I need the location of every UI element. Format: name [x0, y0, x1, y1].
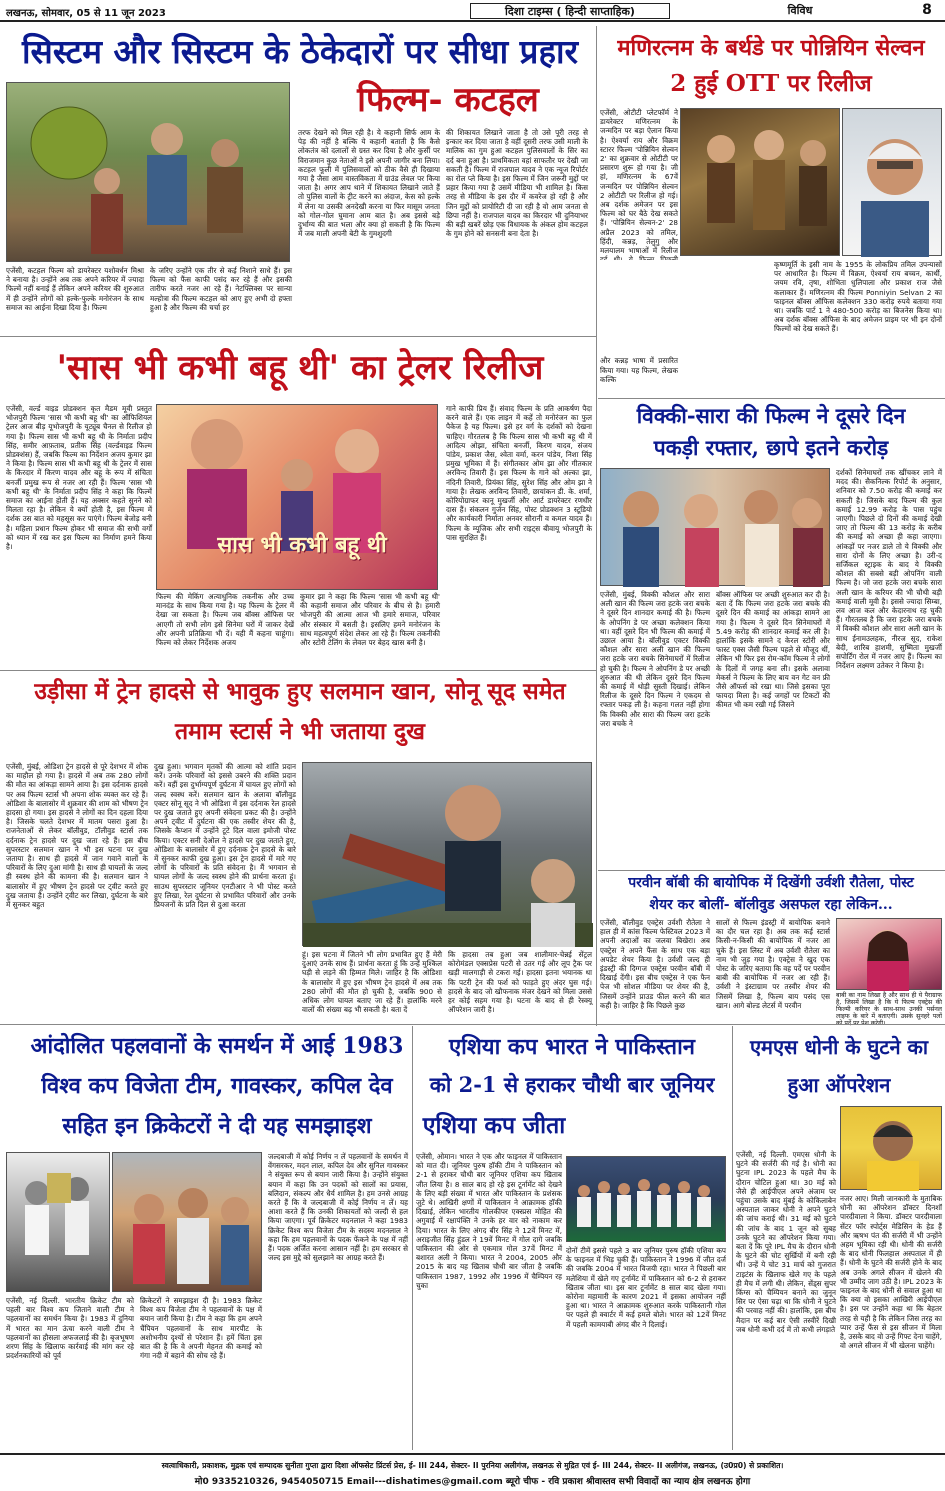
wrestlers-subheadline-2: सहित इन क्रिकेटरों ने दी यह समझाइश — [62, 1113, 372, 1139]
saas-col-4: गाने काफी प्रिय हैं। संवाद फिल्म के प्रति आकर्षण पैदा करने वाले हैं। एक लाइन में कहें तो मनोरंजन का फुल पैकेज है यह फिल्म। इसे हर वर्ग के दर्शकों को देखना चाहिए। गौरतलब है कि फिल्म सास भी कभी बहू थी में आदित्य ओझा, संचिता बनर्जी, किरण यादव, संजय पांडेय, प्रकाश जैस, श्वेता वर्मा, करन पांडेय, निशा सिंह प्रमुख भूमिका में हैं। संगीतकार ओम झा और गीतकार अरविन्द तिवारी हैं। इस फिल्म के गाने को अल्का झा, नंदिनी तिवारी, प्रियंका सिंह, सुरेश सिंह और ओम झा ने गाया है। लेखक अरविन्द तिवारी, छायांकन डी. के. शर्मा, कोरियोग्राफर कानू मुखर्जी और आर्ट डायरेक्टर रणधीर दास हैं। संकलन गुर्जन सिंह, पोस्ट प्रोडक्शन 3 स्टूडियो और कार्यकारी निर्माता अनवर सौरानी व कमल यादव हैं। फिल्म के म्यूजिक और सभी राइट्स बीवायू भोजपुरी के पास सुरक्षित हैं। — [446, 404, 592, 542]
train-col-1: एजेंसी, मुंबई, ओडिशा ट्रेन हादसे से पूरे देशभर में शोक का माहौल हो गया है। हादसे में अब तक 280 लोगों की मौत का आंकड़ा सामने आया है। इस दर्दनाक हादसे पर अब फिल्म स्टार्स भी अपना शोक व्यक्त कर रहे हैं। ओडिशा के बालासोर में शुक्रवार की शाम को भीषण ट्रेन हादसा हो गया। इस हादसे ने लोगों का दिन दहला दिया है। जिसके चलते देशभर में मातम पसरा हुआ है। राजनेताओं से लेकर बॉलीवुड, टॉलीवुड स्टार्स तक दर्दनाक ट्रेन हादसे पर दुख जता रहे हैं। इस बीच सुपरस्टार सलमान खान ने भी इस घटना पर दुख जताया है। साथ ही हादसे में जान गवाने वालों के परिवारों के लिए दुआ मांगी है। साथ ही घायलों के जल्द ही स्वस्थ होने की कामना की है। सलमान खान ने बालासोर में हुए भीषण ट्रेन हादसे पर ट्वीट करते हुए दुख जताया है। उन्होंने ट्वीट कर लिखा, दुर्घटना के बारे में सुनकर बहुत — [6, 762, 148, 910]
wrestlers-photo-art — [113, 1153, 263, 1293]
dhoni-col-2: नजर आए। मिली जानकारी के मुताबिक धोनी का ऑपरेशन डॉक्टर दिनशॉ पारदीवाला ने किया. डॉक्टर पारदीवाला सेंटर फॉर स्पोर्ट्स मेडिसिन के हेड हैं और ऋषभ पंत की सर्जरी में भी उन्होंने अहम भूमिका रही थी। धोनी की सर्जरी के बाद धोनी फिलहाल अस्पताल में ही हैं। धोनी के घुटने की सर्जरी होने के बाद अब उनके अगले सीजन में खेलने की भी उम्मीद जाग उठी है। IPL 2023 के फाइनल के बाद धोनी से सवाल हुआ था कि क्या वो इसका आखिरी आईपीएल है। इस पर उन्होंने कहा था कि बेहतर तरह से यही है कि लेकिन जिस तरह का प्यार उन्हें फैंस से इस सीजन में मिला है, उसके बाद वो उन्हें गिफ्ट देना चाहेंगे, वो अगले सीजन में भी खेलना चाहेंगे। — [840, 1194, 942, 1351]
dhoni-col-1: एजेंसी, नई दिल्ली. एमएस धोनी के घुटने की सर्जरी की गई है। धोनी का घुटना IPL 2023 के पहले मैच के दौरान चोटिल हुआ था। 30 मई को जैसे ही आईपीएल अपने अंजाम पर पहुंचा उसके बाद मुंबई के कोकिलाबेन अस्पताल जाकर धोनी ने अपने घुटने की जांच कराई थी। 31 मई को घुटने की जांच के बाद 1 जून को सुबह उनके घुटने का ऑपरेशन किया गया। बता दें कि पूरे IPL मैच के दौरान धोनी के घुटने की चोट सुर्खियों में बनी रही थी। उन्हें ये चोट 31 मार्च को गुजरात टाइटंस के खिलाफ खेले गए के पहले ही मैच में लगी थी। लेकिन, सेंड्स सुपर किंग्स को चैम्पियन बनाने का जुनून सिर पर ऐसा चढ़ा था कि धोनी ने घुटने की परवाह नहीं की। हालांकि, इस बीच मैदान पर कई बार ऐसी तस्वीरें दिखी जब धोनी कभी दर्द में तो कभी लंगड़ाते — [736, 1150, 836, 1334]
paper-name: दिशा टाइम्स ( हिन्दी साप्ताहिक) — [470, 3, 670, 19]
saas-col-1: एजेंसी, वर्ल्ड वाइड प्रोडक्शन कृत मैडम मूवी प्रस्तुत भोजपुरी फिल्म 'सास भी कभी बहू थी' का ऑफिशियल ट्रेलर आज बीड़ यूभोजपुरी के यूट्यूब चैनल से रिलीज हो गया है। फिल्म सास भी कभी बहू थी के निर्माता प्रदीप सिंह, समीर आफ़ताब, प्रतीक सिंह (वर्ल्डवाइड फिल्म प्रोडक्शंस) हैं, जबकि फिल्म का निर्देशन अजय कुमार झा ने किया है। फिल्म सास भी कभी बहू थी के ट्रेलर में सास के किरदार में किरण यादव और बहू के रूप में संचिता बनर्जी प्रमुख रूप से नजर आ रही हैं। फिल्म 'सास भी कभी बहू थी' के निर्माता प्रदीप सिंह ने कहा कि फिल्में समाज का आईना होती हैं। यह अक्सर कहते सुनने को मिलता रहा है। लेकिन ये क्यों होती है, इस फिल्म में दर्शक उस बात को महसूस कर पाएंगे। फिल्म बेजोड़ बनी है। महिला प्रधान फिल्म होकर भी समाज की सभी वर्गों को ध्यान में रख कर इस फिल्म का निर्माण हमने किया है। — [6, 404, 152, 552]
ponniyin-poster-art — [681, 109, 841, 257]
maniratnam-photo-art — [843, 109, 943, 257]
kathal-subheadline: फिल्म- कटहल — [357, 80, 539, 120]
urvashi-photo — [836, 918, 942, 990]
hockey-headline: एशिया कप भारत ने पाकिस्तान — [448, 1034, 696, 1060]
saas-headline: 'सास भी कभी बहू थी' का ट्रेलर रिलीज — [56, 348, 544, 388]
divider — [596, 26, 597, 398]
page-number: 8 — [922, 2, 932, 18]
saas-poster-title: सास भी कभी बहू थी — [217, 532, 387, 558]
kathal-headline: सिस्टम और सिस्टम के ठेकेदारों पर सीधा प्रहार — [21, 32, 579, 71]
hockey-team-photo — [566, 1156, 726, 1242]
vicky-sara-photo — [600, 468, 830, 586]
dhoni-headline: एमएस धोनी के घुटने का — [749, 1035, 929, 1059]
hockey-photo-art — [567, 1157, 727, 1243]
divider — [598, 870, 945, 871]
urvashi-col-2: सालों से फिल्म इंडस्ट्री में बायोपिक बनाने का दौर चल रहा है। अब तक कई स्टार्स किसी-न-किसी की बायोपिक में नजर आ चुके हैं। इस लिस्ट में अब उर्वशी रौतेला का नाम भी जुड़ गया है। एक्ट्रेस ने खुद एक पोस्ट के जरिए बताया कि वह पर्दे पर परवीन बाबी की बायोपिक में नजर आ रही हैं। उर्वशी ने इंस्टाग्राम पर तस्वीर शेयर की जिसमें लिखा है, फिल्म बाय पसंद एस खान। आगे बोल्ड लेटर्स में परवीन — [716, 918, 830, 1010]
vicky-sara-art — [601, 469, 831, 587]
divider — [596, 398, 597, 1026]
urvashi-headline: परवीन बॉबी की बायोपिक में दिखेंगी उर्वशी रौतेला, पोस्ट — [628, 875, 914, 891]
divider — [0, 1024, 945, 1025]
vicky-col-3: दर्शकों सिनेमाघरों तक खींचकर लाने में मदद की। सैकनिल्क रिपोर्ट के अनुसार, शनिवार को 7.50 करोड़ की कमाई कर सकती है। जिसके बाद फिल्म की कुल कमाई 12.99 करोड़ के पास पहुंच जाएगी। पिछले दो दिनों की कमाई देखी जाए तो फिल्म की 13 करोड़ के करीब की कमाई को अच्छा ही कहा जाएगा। आंकड़ों पर नजर डाले तो ये विक्की और सारा दोनों के लिए अच्छा है। उरी-द सर्जिकल स्ट्राइक के बाद ये विक्की कौशल की सबसे बड़ी ओपनिंग वाली फिल्म है। जो जरा हटके जरा बचके सारा अली खान के करियर की भी चौथी बड़ी कमाई वाली मूवी है। इससे ज्यादा सिम्बा, लव आज कल और केदारनाथ रह चुकी हैं। गौरतलब है कि जरा हटके जरा बचके में विक्की कौशल और सारा अली खान के साथ ईनामउलहक, नीरज सूद, राकेश बेदी, शारिब हाशमी, सुष्मिता मुखर्जी सपोर्टिंग रोल में नजर आए हैं। फिल्म का निर्देशन लक्ष्मण उतेकर ने किया है। — [836, 468, 942, 671]
kathal-still-photo — [6, 82, 290, 262]
divider — [598, 398, 945, 399]
dhoni-subheadline: हुआ ऑपरेशन — [787, 1073, 891, 1097]
wrestlers-headline: आंदोलित पहलवानों के समर्थन में आई 1983 — [30, 1033, 404, 1059]
imprint-footer — [0, 1453, 945, 1491]
ponniyin-poster-photo — [680, 108, 840, 256]
kathal-col-4: की शिकायत लिखाने जाता है तो उसे पूरी तरह से इन्कार कर दिया जाता है वहीं दूसरी तरफ उसी माली के मालिक का गुम हुआ कटहल पुलिसवालों के सिर का दर्द बना हुआ है। प्राथमिकता वहां साफतौर पर देखी जा सकती है। फिल्म में राजपाल यादव ने एक न्यूज रिपोर्टर का रोल प्ले किया है। इस फिल्म में जिन जरूरी मुद्दों पर प्रहार किया गया है उसमें मीडिया भी शामिल है। किस तरह से मीडिया के इस दौर में कवरेज हो रही है और जिन मुद्दों को प्रायोरिटी दी जा रही है वो आम जनता से छिपा नहीं है। राजपाल यादव का किरदार भी दुनियाभर की बड़ी खबरें छोड़ एक विधायक के अंकल होम कटहल के गुम होने को सनसनी बना देता है। — [446, 128, 588, 239]
hockey-col-2: दोनों टीमें इससे पहले 3 बार जूनियर पुरुष हॉकी एशिया कप के फाइनल में भिड़ चुकी हैं। पाकिस्तान ने 1996 में जीत दर्ज की जबकि 2004 में भारत विजयी रहा। भारत ने पिछली बार मलेशिया में खेले गए टूर्नामेंट में पाकिस्तान को 6-2 से हराकर खिताब जीता था। इस बार टूर्नामेंट 8 साल बाद खेला गया। कोरोना महामारी के कारण 2021 में इसका आयोजन नहीं हुआ था। भारत ने आक्रामक शुरुआत करके पाकिस्तानी गोल पर पहले ही क्वार्टर में कई हमले बोले। भारत को 12वें मिनट में पहली कामयाबी अंगद बीर ने दिलाई। — [566, 1246, 726, 1329]
wrestlers-col-3: जल्दबाजी में कोई निर्णय न लें पहलवानों के समर्थन में वेंगसरकर, मदन लाल, कपिल देव और सुनिल गावस्कर ने संयुक्त रूप से बयान जारी किया है। उन्होंने संयुक्त बयान में कहा कि उन पदकों को सालों का प्रयास, बलिदान, संकल्प और धैर्य शामिल है। हम उनसे आग्रह करते हैं कि वे जल्दबाजी में कोई निर्णय न लें। यह आशा करते हैं कि उनकी शिकायतों को जल्दी से हल किया जाएगा। पूर्व क्रिकेटर मदनलाल ने कहा 1983 क्रिकेट विश्व कप विजेता टीम के सदस्य मदनलाल ने कहा कि हम पहलवानों के पदक फेंकने के पक्ष में नहीं हैं। पदक अर्जित करना आसान नहीं है। हम सरकार से जल्द इस मुद्दे को सुलझाने का आग्रह करते हैं। — [268, 1152, 408, 1263]
wrestlers-protest-photo — [112, 1152, 262, 1292]
urvashi-col-1: एजेंसी, बॉलीवुड एक्ट्रेस उर्वशी रौतेला ने हाल ही में कांस फिल्म फेस्टिवल 2023 में अपनी अदाओं का जलवा बिखेरा। अब एक्ट्रेस ने अपने फैंस के साथ एक बड़ा अपडेट शेयर किया है। उर्वशी जल्द ही इंडस्ट्री की दिग्गज एक्ट्रेस परवीन बॉबी में दिखाई देंगी। इस बीच एक्ट्रेस ने एक फैन पेज भी सोशल मीडिया पर शेयर की है, जिसमें उन्होंने प्राउड फील करने की बात कही है। जाहिर है कि पिछले कुछ — [600, 918, 710, 1010]
cricket-photo-art — [7, 1153, 111, 1293]
wrestlers-subheadline: विश्व कप विजेता टीम, गावस्कर, कपिल देव — [41, 1073, 393, 1099]
ponniyin-col-2: कृष्णमूर्ति के इसी नाम के 1955 के लोकप्रिय तमिल उपन्यासों पर आधारित है। फिल्म में विक्रम, ऐश्वर्या राय बच्चन, कार्थी, जयम रवि, तृषा, शोभिता धुलिपाला और प्रकाश राज जैसे कलाकार हैं। मणिरत्नम की फिल्म Ponniyin Selvan 2 का फाइनल बॉक्स ऑफिस कलेक्शन 330 करोड़ रुपये बताया गया था। जबकि पार्ट 1 ने 480-500 करोड़ का बिजनेस किया था। अब दर्शक बॉक्स ऑफिस के बाद अमेजन प्राइम पर भी इन दोनों फिल्मों को देख सकते हैं। — [774, 260, 942, 334]
saas-col-3: कुमार झा ने कहा कि फिल्म 'सास भी कभी बहू थी' की कहानी समाज और परिवार के बीच से है। हमारी भोजपुरी की आत्मा आज भी हमारे समाज, परिवार और संस्कार में बसती है। इसलिए हमने मनोरंजन के साथ महत्वपूर्ण संदेश लेकर आ रहे हैं। फिल्म तकनीकी और स्टोरी टेलिंग के लेवल पर बेहद खास बनी है। — [300, 592, 440, 648]
hockey-subheadline: को 2-1 से हराकर चौथी बार जूनियर — [429, 1072, 715, 1097]
vicky-col-2: बॉक्स ऑफिस पर अच्छी शुरुआत कर दी है। बता दें कि फिल्म जरा हटके जरा बचके की दूसरे दिन की कमाई का आंकड़ा सामने आ गया है। फिल्म ने दूसरे दिन सिनेमाघरों में 5.49 करोड़ की शानदार कमाई कर ली है। हालांकि इसके सामने द केरल स्टोरी और फास्ट एक्स जैसी फिल्म पहले से मौजूद थीं, लेकिन भी फिर इस रोम-कॉम फिल्म ने लोगों के दिलों में जगह बना ली। इसके अलावा मेकर्स ने फिल्म के लिए बाय वन गेट वन फ्री जैसे ऑफर्स को रखा था। जिसे इसका पूरा फायदा मिला है। कई जगहों पर टिकटों की कीमत भी कम रखी गई जिसने — [716, 590, 830, 710]
wrestlers-col-2: क्रिकेटरों ने समझाइश दी है। 1983 क्रिकेट विश्व कप विजेता टीम ने पहलवानों के पक्ष में बयान जारी किया है। टीम ने कहा कि हम अपने चैंपियन पहलवानों के साथ मारपीट के अशोभनीय दृश्यों से परेशान हैं। हमें चिंता इस बात की है कि वे अपनी मेहनत की कमाई को गंगा नदी में बहाने की सोच रहे हैं। — [140, 1296, 262, 1361]
train-headline: उड़ीसा में ट्रेन हादसे से भावुक हुए सलमान खान, सोनू सूद समेत — [34, 678, 566, 705]
ponniyin-col-1b — [600, 260, 770, 356]
hockey-col-1: एजेंसी, ओमान। भारत ने एक और फाइनल में पाकिस्तान को मात दी। जूनियर पुरुष हॉकी टीम ने पाकिस्तान को 2-1 से हराकर चौथी बार जूनियर एशिया कप खिताब जीत लिया है। 8 साल बाद हो रहे इस टूर्नामेंट को देखने के लिए बड़ी संख्या में भारत और पाकिस्तान के प्रशंसक जुटे थे। आखिरी क्षणों में पाकिस्तान ने आक्रामक हॉकी दिखाई, लेकिन भारतीय गोलकीपर एक्स्प्रस मोहित की अगुवाई में रक्षापंक्ति ने उनके हर वार को नाकाम कर दिया। भारत के लिए अंगद बीर सिंह ने 12वें मिनट में, अराइजीत सिंह हुंडल ने 19वें मिनट में गोल दागे जबकि पाकिस्तान की ओर से एकमात्र गोल 37वें मिनट में बशारत अली ने किया। भारत ने 2004, 2005 और 2015 के बाद यह खिताब चौथी बार जीता है जबकि पाकिस्तान 1987, 1992 और 1996 में चैम्पियन रह चुका — [416, 1152, 562, 1290]
divider — [0, 670, 596, 671]
ponniyin-headline: मणिरत्नम के बर्थडे पर पोन्नियिन सेल्वन — [617, 35, 925, 61]
saas-col-2: फिल्म की मेकिंग अत्याधुनिक तकनीक और उच्च मानदंड के साथ किया गया है। यह फिल्म के ट्रेलर में देखा जा सकता है। फिल्म जब बॉक्स ऑफिस पर आएगी तो सभी लोग इसे सिनेमा घरों में जाकर देखें और अपनी प्रतिक्रिया भी दें। यही मैं कहना चाहूंगा। फिल्म को लेकर निर्देशक अजय — [156, 592, 294, 648]
train-accident-photo — [302, 762, 592, 946]
vicky-subheadline: पकड़ी रफ्तार, छापे इतने करोड़ — [653, 435, 889, 460]
saas-film-poster — [156, 404, 438, 590]
dhoni-photo-art — [841, 1107, 943, 1191]
section-label: विविध — [787, 4, 813, 17]
urvashi-col-3: बाबी का नाम लिखा है और साथ ही ये पैराग्राफ है, जिसमें लिखा है कि ये फिल्म एक्ट्रेस की फिल्मी करियर के साथ-साथ उनकी पर्सनल लाइफ के बारे में बताएगी। उसके सुनहरे पलों — [836, 992, 942, 1020]
kathal-col-2: के जरिए उन्होंने एक तीर से कई निशाने साधे हैं। इस फिल्म को फैंस काफी पसंद कर रहे हैं और इसकी तारीफ करते नजर आ रहे हैं। नेटफ्लिक्स पर सान्या मल्होत्रा की फिल्म कटहल को आए हुए अभी दो हफ्ता हुआ है और फिल्म की चर्चा हर — [150, 266, 292, 312]
urvashi-photo-art — [837, 919, 943, 991]
wrestlers-col-1: एजेंसी, नई दिल्ली. भारतीय क्रिकेट टीम को पहली बार विश्व कप जिताने वाली टीम ने पहलवानों का समर्थन किया है। 1983 में दुनिया में भारत का मान ऊंचा करने वाली टीम ने पहलवानों का हौसला अफजलाई की है। बृजभूषण शरण सिंह के खिलाफ कार्रवाई की मांग कर रहे प्रदर्शनकारियों को पूर्व — [6, 1296, 134, 1361]
ponniyin-col-1: एजेंसी, ओटीटी प्लेटफॉर्म ने डायरेक्टर मणिरत्नम के जन्मदिन पर बड़ा ऐलान किया है। ऐश्वर्या राय और विक्रम स्टारर फिल्म 'पोन्नियिन सेल्वन 2' का शुक्रवार से ओटीटी पर प्रसारण शुरू हो गया है। जी हां, मणिरत्नम के 67वें जन्मदिन पर पोन्नियिन सेल्वन 2 ओटीटी पर रिलीज हो गई। अब दर्शक अमेजन पर इस फिल्म को घर बैठे देख सकते हैं। 'पोन्नियिन सेल्वन-2' 28 अप्रैल 2023 को तमिल, हिंदी, कन्नड़, तेलुगु और मलयालम भाषाओं में रिलीज और कन्नड़ भाषा में प्रसारित किया गया। यह फिल्म, लेखक कल्कि — [600, 108, 678, 384]
vicky-headline: विक्की-सारा की फिल्म ने दूसरे दिन — [636, 403, 906, 428]
urvashi-subheadline: शेयर कर बोलीं- बॉलीवुड असफल रहा लेकिन... — [649, 897, 893, 913]
train-photo-art — [303, 763, 593, 947]
vicky-col-1: एजेंसी, मुंबई, विक्की कौशल और सारा अली खान की फिल्म जरा हटके जरा बचके ने दूसरे दिन शानदार कमाई की है। फिल्म के ओपनिंग डे पर अच्छा कलेक्शन किया था। वहीं दूसरे दिन भी फिल्म की कमाई में उछाल आया है। बॉलीवुड एक्टर विक्की कौशल और सारा अली खान की फिल्म जरा हटके जरा बचके सिनेमाघरों में रिलीज हो चुकी है। फिल्म ने ओपनिंग डे पर अच्छी शुरुआत की थी लेकिन दूसरे दिन फिल्म की कमाई में थोड़ी सुस्ती दिखाई। लेकिन रिलीज के दूसरे दिन फिल्म ने एकदम से रफ्तार पकड़ ली है। कहना गलत नहीं होगा कि विक्की और सारा की फिल्म जरा हटके जरा बचके ने — [600, 590, 710, 728]
dhoni-photo — [840, 1106, 942, 1190]
divider — [412, 1026, 413, 1450]
date-line: लखनऊ, सोमवार, 05 से 11 जून 2023 — [6, 8, 166, 19]
divider — [732, 1026, 733, 1450]
train-col-4: कि हादसा तब हुआ जब शालीमार-चेन्नई सेंट्रल कोरोमंडल एक्सप्रेस पटरी से उतर गई और लूप ट्रैक पर खड़ी मालगाड़ी से टकरा गई। हादसा इतना भयानक था कि पटरी ट्रेन की फर्श को फाड़ते हुए अंदर घुस गई। हादसे के बाद जो खौफनाक मंजर देखने को मिला उससे हर कोई सहम गया है। घटना के बाद से ही रेस्क्यू ऑपरेशन जारी है। — [448, 950, 592, 1015]
maniratnam-photo — [842, 108, 942, 256]
train-subheadline: तमाम स्टार्स ने भी जताया दुख — [174, 718, 425, 745]
kathal-col-1: एजेंसी, कटहल फिल्म को डायरेक्टर यशोवर्धन मिश्रा ने बनाया है। उन्होंने अब तक अपने करियर में ज्यादा फिल्में नहीं बनाई हैं लेकिन अपने करियर की शुरुआत में ही उन्होंने लोगों को हल्के-फुल्के मनोरंजन के साथ समाज का आईना दिखा दिया है। फिल्म — [6, 266, 144, 312]
kathal-col-3: तरफ देखने को मिल रही है। ये कहानी सिर्फ आम के पेड़ की नहीं है बल्कि ये कहानी बताती है कि कैसे लोकतंत्र को दलालों से ग्रस्त कर दिया है और कुर्सी पर विराजमान कुछ नेताओं ने इसे अपनी जागीर बना लिया। कटहल फूली में पुलिसवालों को ठीक वैसे ही दिखाया गया है जैसा आम वास्तविकता में ग्राउंड लेवल पर किया जाता है। अगर आप थाने में शिकायत लिखाने जाते हैं तो पुलिस वालों के ट्रीट करने का अंदाज, केस को हल्के में लेना या उसकी अनदेखी करना या फिर मासूम जनता को गोल-गोल घुमाना आम बात है। अब इससे बड़े दुर्भाग्य की बात भला और क्या हो सकती है कि फिल्म में जब माली अपनी बेटी के गुमशुदगी — [298, 128, 440, 239]
ponniyin-subheadline: 2 हुई OTT पर रिलीज — [670, 70, 872, 97]
kathal-photo-art — [7, 83, 291, 263]
cricket-team-photo — [6, 1152, 110, 1292]
contact-line: मो0 9335210326, 9454050715 Email---dishatimes@gmail.com ब्यूरो चीफ - रवि प्रकाश श्रीवास्तव सभी विवादों का न्याय क्षेत्र लखनऊ होगा — [194, 1477, 751, 1487]
masthead-bar — [0, 0, 945, 22]
train-col-2: दुख हुआ। भगवान मृतकों की आत्मा को शांति प्रदान करें। उनके परिवारों को इससे उबरने की शक्ति प्रदान करें। वहीं इस दुर्भाग्यपूर्ण दुर्घटना में घायल हुए लोगों को जल्द स्वस्थ करें। सलमान खान के अलावा बॉलीवुड एक्टर सोनू सूद ने भी ओडिशा में इस दर्दनाक रेल हादसे पर दुख जताते हुए अपनी संवेदना प्रकट की है। उन्होंने अपने ट्वीट में दुर्घटना की एक तस्वीर शेयर की है, जिसके कैप्शन में उन्होंने टूटे दिल वाला इमोजी पोस्ट किया। एक्टर सनी देओल ने हादसे पर दुख जताते हुए, ओडिशा के बालासोर में हुए दर्दनाक ट्रेन हादसे के बारे में सुनकर काफी दुख हुआ। इस ट्रेन हादसे में मारे गए लोगों के परिवारों के प्रति संवेदना है। मैं भगवान से घायल लोगों के जल्द स्वस्थ होने की प्रार्थना करता हूं। साउथ सुपरस्टार जूनियर एनटीआर ने भी पोस्ट करते हुए लिखा, रेल दुर्घटना से प्रभावित परिवारों और उनके प्रियजनों के प्रति दिल से दुआ करता — [154, 762, 296, 910]
divider — [0, 336, 596, 337]
train-col-3: हूं। इस घटना में जितने भी लोग प्रभावित हुए हैं मेरी दुआएं उनके साथ हैं। प्रार्थना करता हूं कि उन्हें मुश्किल घड़ी से लड़ने की हिम्मत मिले। जाहिर है कि ओडिशा के बालासोर में हुए इस भीषण ट्रेन हादसे में अब तक 280 लोगों की मौत हो चुकी है, जबकि 900 से अधिक लोग घायल बताए जा रहे हैं। हालांकि मरने वालों की संख्या बढ़ भी सकती है। बता दें — [302, 950, 442, 1015]
hockey-subheadline-2: एशिया कप जीता — [422, 1112, 566, 1139]
imprint-line: स्वत्वाधिकारी, प्रकाशक, मुद्रक एवं सम्पादक सुनीता गुप्ता द्वारा दिशा ऑफसेट प्रिंटर्स प्रेस, ई- III 244, सेक्टर- II पुरनिया अलीगंज, लखनऊ से मुद्रित एवं ई- III 244, सेक्टर- II अलीगंज, लखनऊ, (उ0प्र0) से प्रकाशित। — [161, 1461, 784, 1470]
